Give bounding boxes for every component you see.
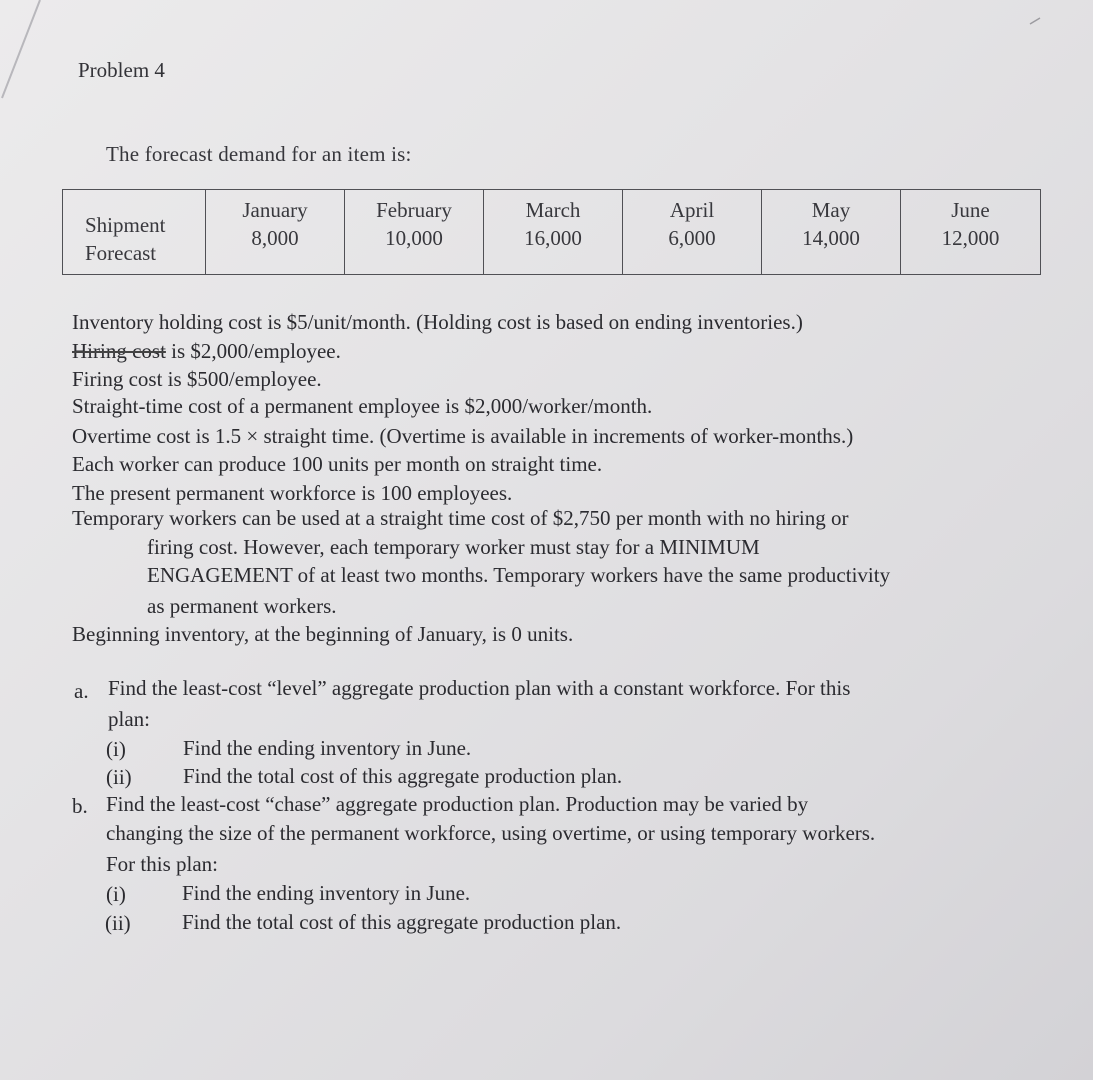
month-value: 6,000 [668,226,716,250]
hiring-cost-line [72,339,341,364]
question-b-line2: changing the size of the permanent workforce, using overtime, or using temporary workers. [106,821,876,845]
table-row [63,190,1041,275]
question-a-i-marker: (i) [106,737,126,761]
question-b-marker: b. [72,794,88,818]
month-cell-june [901,190,1041,275]
question-a-line1: Find the least-cost “level” aggregate production plan with a constant workforce. For this [108,676,851,700]
row-label-line1: Shipment [85,213,166,237]
hiring-cost-rest: is $2,000/employee. [165,339,341,363]
question-a-ii-marker: (ii) [106,765,132,789]
question-b-i-text: Find the ending inventory in June. [182,881,471,905]
question-a-i-text: Find the ending inventory in June. [183,736,472,760]
straight-time-line: Straight-time cost of a permanent employee is $2,000/worker/month. [72,394,653,418]
question-b-line3: For this plan: [106,852,219,876]
month-value: 10,000 [385,226,443,250]
temporary-workers-line4: as permanent workers. [147,594,337,618]
question-b-ii-text: Find the total cost of this aggregate production plan. [182,910,622,934]
holding-cost-line: Inventory holding cost is $5/unit/month. (Holding cost is based on ending inventories.) [72,310,803,334]
month-cell-february [345,190,484,275]
question-b-ii-marker: (ii) [105,911,131,935]
temporary-workers-line1: Temporary workers can be used at a straight time cost of $2,750 per month with no hiring or [72,506,849,530]
hiring-cost-label: Hiring cost [72,339,166,363]
overtime-line: Overtime cost is 1.5 × straight time. (Overtime is available in increments of worker-months.) [72,424,854,448]
month-name: April [669,198,715,222]
month-value: 16,000 [524,226,582,250]
month-name: May [811,198,851,222]
question-a-marker: a. [74,679,89,703]
month-name: February [376,198,452,222]
row-label-cell [63,190,206,275]
month-name: January [242,198,308,222]
firing-cost-line: Firing cost is $500/employee. [72,367,322,391]
beginning-inventory-line: Beginning inventory, at the beginning of January, is 0 units. [72,622,574,646]
question-a-line2: plan: [108,707,150,731]
forecast-table [62,189,1041,275]
month-cell-april [623,190,762,275]
question-a-ii-text: Find the total cost of this aggregate production plan. [183,764,623,788]
month-cell-may [762,190,901,275]
month-cell-march [484,190,623,275]
problem-title: Problem 4 [78,58,165,82]
month-value: 14,000 [802,226,860,250]
intro-text: The forecast demand for an item is: [106,142,412,166]
month-cell-january [206,190,345,275]
month-name: March [525,198,581,222]
month-value: 8,000 [251,226,299,250]
month-value: 12,000 [941,226,1000,250]
month-name: June [951,198,990,222]
temporary-workers-line2: firing cost. However, each temporary worker must stay for a MINIMUM [147,535,760,559]
row-label-line2: Forecast [85,241,157,265]
question-b-i-marker: (i) [106,882,126,906]
question-b-line1: Find the least-cost “chase” aggregate production plan. Production may be varied by [106,792,809,816]
productivity-line: Each worker can produce 100 units per month on straight time. [72,452,603,476]
workforce-line: The present permanent workforce is 100 employees. [72,481,513,505]
temporary-workers-line3: ENGAGEMENT of at least two months. Temporary workers have the same productivity [147,563,891,587]
